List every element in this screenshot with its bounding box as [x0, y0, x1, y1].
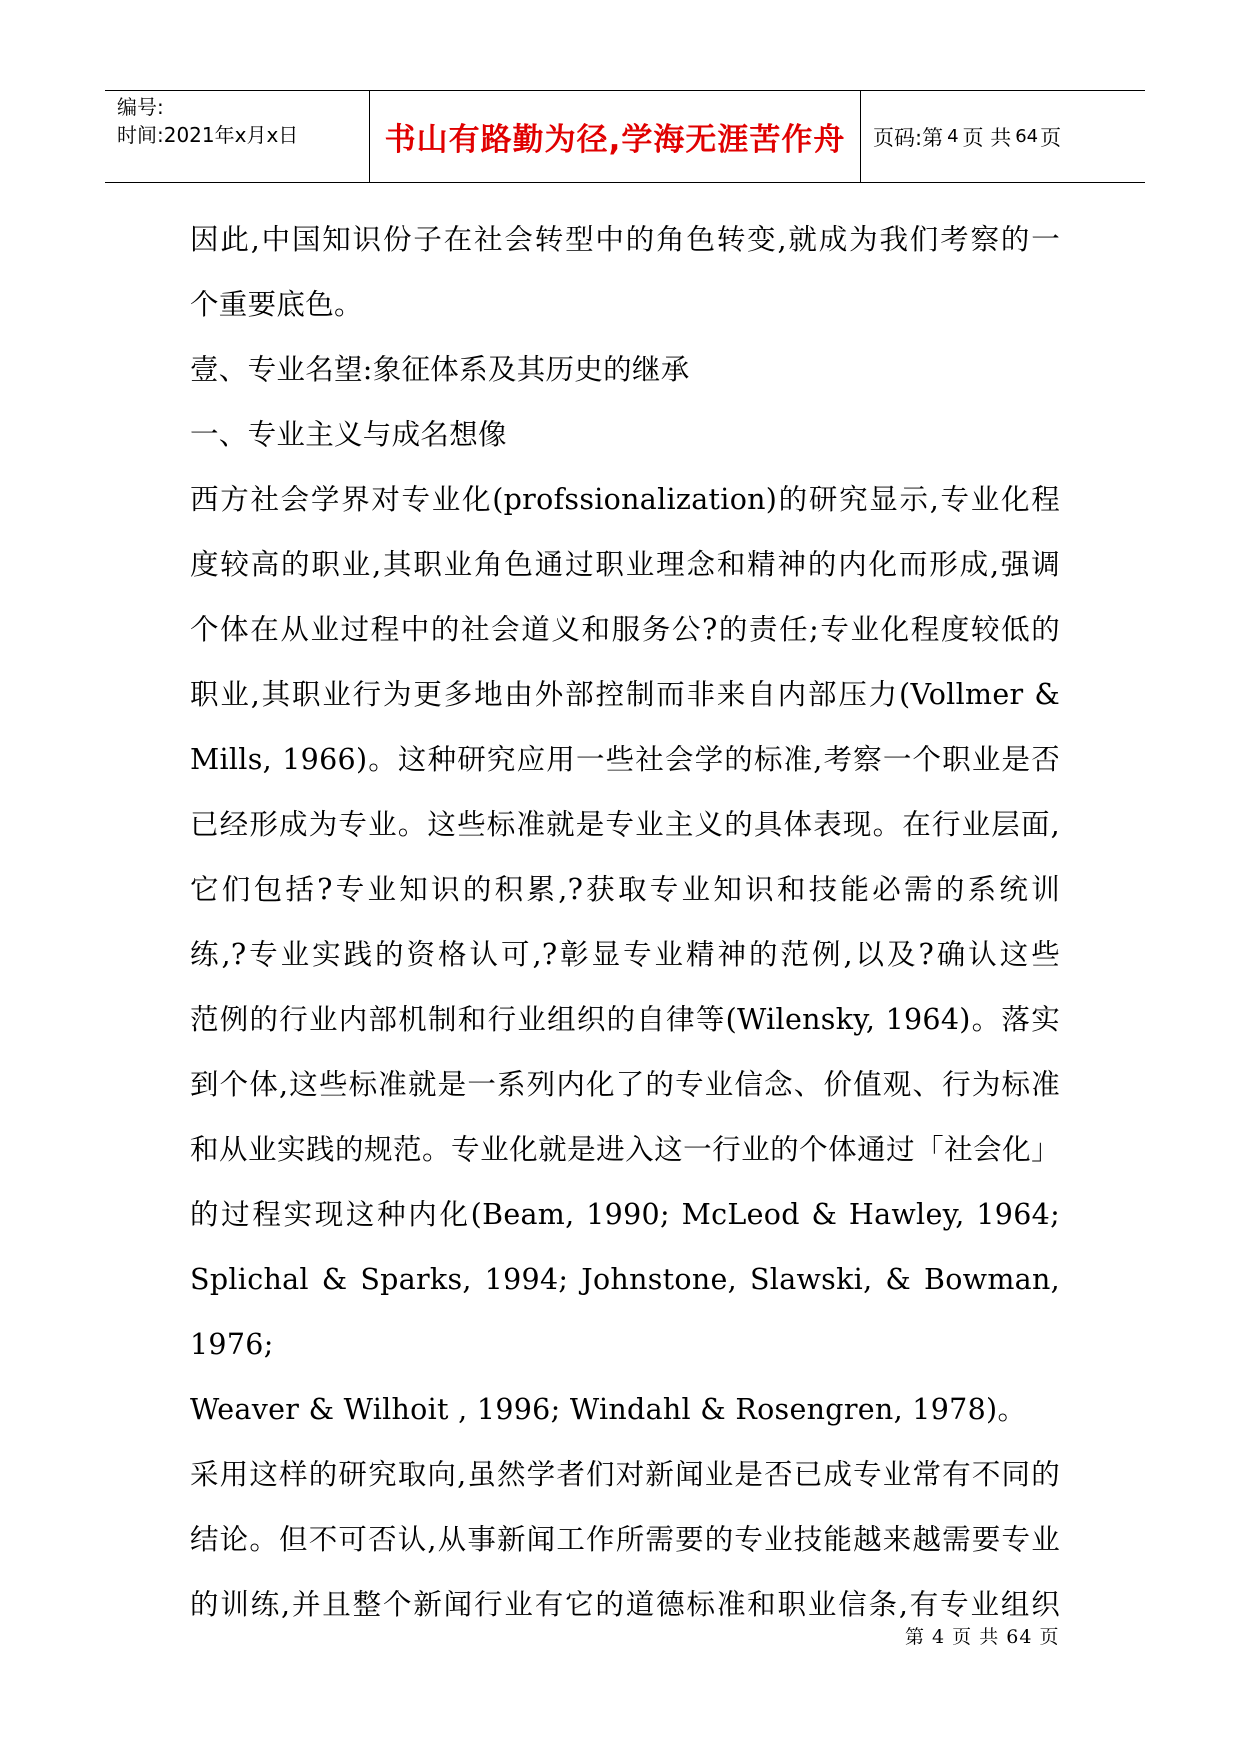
- text-line: 因此,中国知识份子在社会转型中的角色转变,就成为我们考察的一: [190, 223, 1060, 256]
- text-line: 职业,其职业行为更多地由外部控制而非来自内部压力(Vollmer &: [190, 678, 1060, 711]
- page-footer: 第 4 页 共 64 页: [905, 1626, 1060, 1648]
- header-meta: [105, 91, 370, 182]
- text-line: 到个体,这些标准就是一系列内化了的专业信念、价值观、行为标准: [190, 1068, 1060, 1101]
- body-text: [190, 207, 1060, 1637]
- text-line: 西方社会学界对专业化(profssionalization)的研究显示,专业化程: [190, 483, 1060, 516]
- text-line: 已经形成为专业。这些标准就是专业主义的具体表现。在行业层面,: [190, 808, 1060, 841]
- document-number-label: 编号:: [117, 95, 164, 119]
- text-line: 它们包括?专业知识的积累,?获取专业知识和技能必需的系统训: [190, 873, 1060, 906]
- text-line: 结论。但不可否认,从事新闻工作所需要的专业技能越来越需要专业: [190, 1523, 1060, 1556]
- page-header: [105, 90, 1145, 183]
- page-total: 64: [1015, 126, 1039, 147]
- text-line: 和从业实践的规范。专业化就是进入这一行业的个体通过「社会化」: [190, 1133, 1060, 1166]
- header-motto: 书山有路勤为径,学海无涯苦作舟: [384, 122, 846, 158]
- text-line: 的训练,并且整个新闻行业有它的道德标准和职业信条,有专业组织: [190, 1588, 1060, 1621]
- text-line: 个重要底色。: [190, 288, 363, 321]
- text-line: 度较高的职业,其职业角色通过职业理念和精神的内化而形成,强调: [190, 548, 1060, 581]
- header-page-info: [861, 91, 1145, 182]
- text-line: 个体在从业过程中的社会道义和服务公?的责任;专业化程度较低的: [190, 613, 1060, 646]
- page-suffix: 页: [1040, 125, 1062, 150]
- page-middle: 页 共: [962, 125, 1012, 150]
- text-line: Mills, 1966)。这种研究应用一些社会学的标准,考察一个职业是否: [190, 743, 1060, 776]
- document-date: 时间:2021年x月x日: [117, 123, 299, 147]
- text-line: 练,?专业实践的资格认可,?彰显专业精神的范例,以及?确认这些: [190, 938, 1060, 971]
- page-current: 4: [947, 126, 959, 147]
- header-motto-cell: [370, 91, 861, 182]
- text-line: Weaver & Wilhoit , 1996; Windahl & Rosengren, 1978)。: [190, 1393, 1027, 1426]
- text-line: Splichal & Sparks, 1994; Johnstone, Slawski, & Bowman, 1976;: [190, 1263, 1060, 1361]
- text-line: 范例的行业内部机制和行业组织的自律等(Wilensky, 1964)。落实: [190, 1003, 1060, 1036]
- text-line: 的过程实现这种内化(Beam, 1990; McLeod & Hawley, 1964;: [190, 1198, 1060, 1231]
- page-prefix: 页码:第: [873, 125, 944, 150]
- text-line: 采用这样的研究取向,虽然学者们对新闻业是否已成专业常有不同的: [190, 1458, 1060, 1491]
- subsection-heading: 一、专业主义与成名想像: [190, 418, 507, 451]
- section-heading: 壹、专业名望:象征体系及其历史的继承: [190, 353, 690, 386]
